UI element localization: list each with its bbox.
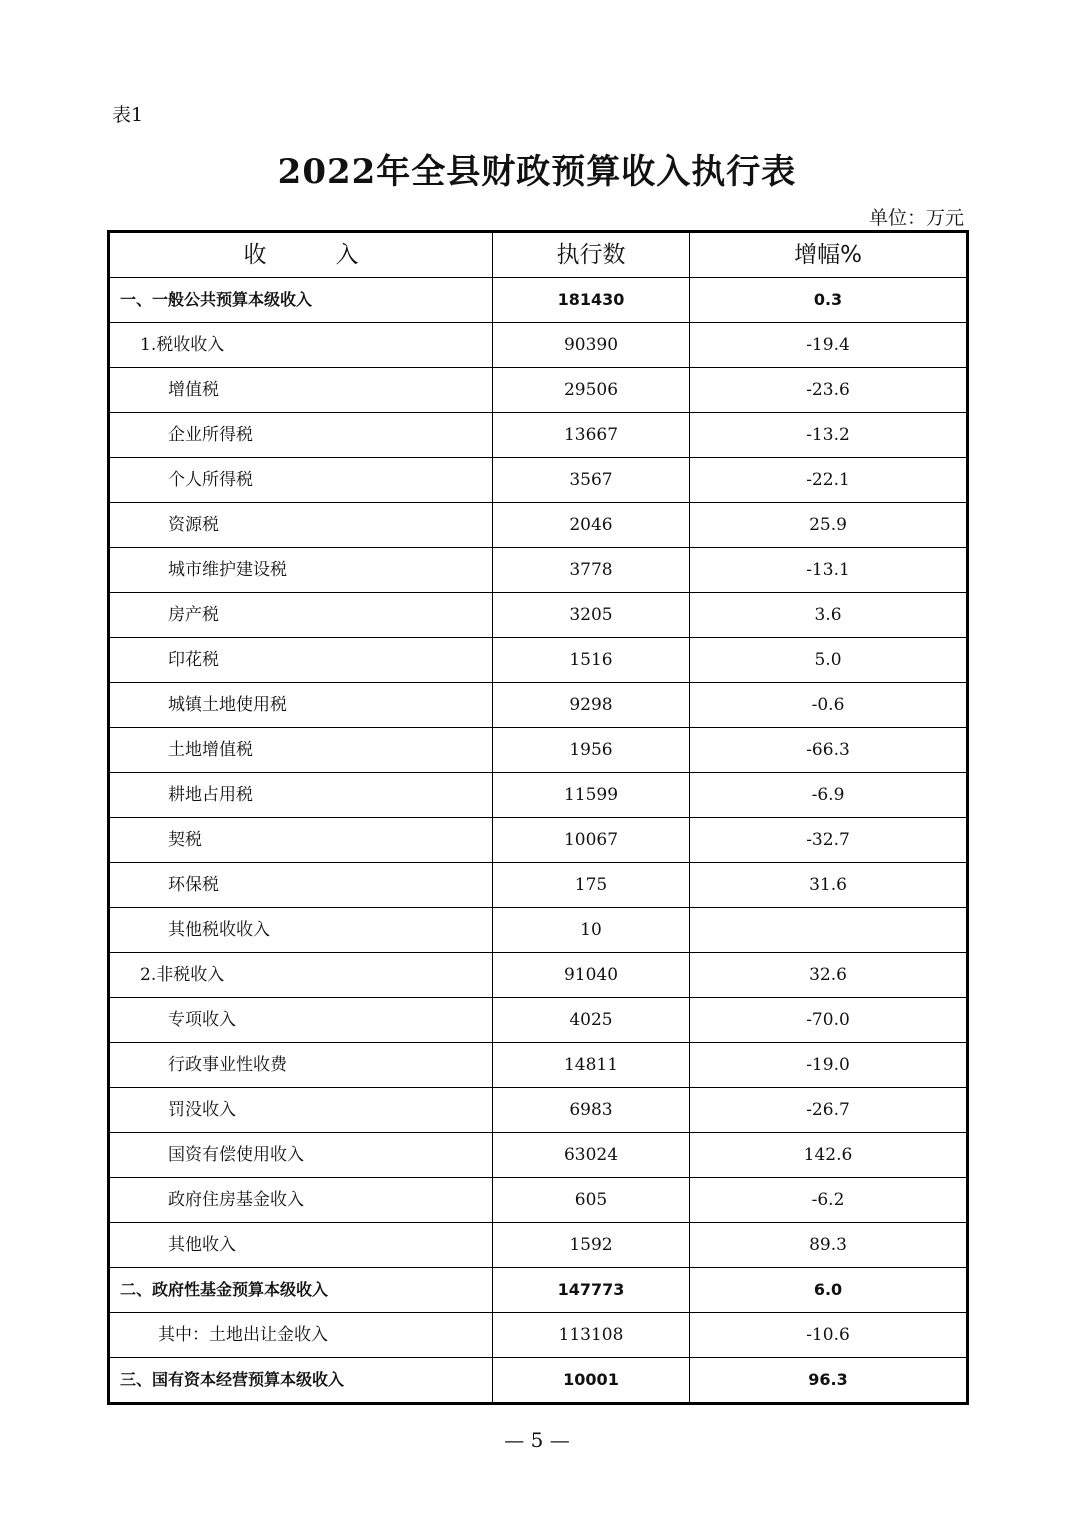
row-item-name: 个人所得税	[109, 458, 493, 503]
unit-label: 单位：万元	[868, 207, 964, 229]
table-row	[109, 548, 968, 593]
row-growth-rate: -66.3	[690, 728, 968, 773]
row-growth-rate: -32.7	[690, 818, 968, 863]
row-growth-rate: -6.2	[690, 1178, 968, 1223]
row-executed-amount: 2046	[493, 503, 690, 548]
row-growth-rate: 3.6	[690, 593, 968, 638]
row-growth-rate: -19.4	[690, 323, 968, 368]
row-executed-amount: 14811	[493, 1043, 690, 1088]
row-executed-amount: 1956	[493, 728, 690, 773]
row-growth-rate: -70.0	[690, 998, 968, 1043]
row-executed-amount: 11599	[493, 773, 690, 818]
table-row	[109, 593, 968, 638]
table-row	[109, 413, 968, 458]
row-growth-rate: -0.6	[690, 683, 968, 728]
row-item-name: 其他税收收入	[109, 908, 493, 953]
row-growth-rate: -13.2	[690, 413, 968, 458]
page-number: — 5 —	[504, 1428, 570, 1452]
row-item-name: 耕地占用税	[109, 773, 493, 818]
table-row	[109, 863, 968, 908]
row-item-name: 城市维护建设税	[109, 548, 493, 593]
table-row	[109, 683, 968, 728]
row-executed-amount: 10067	[493, 818, 690, 863]
header-growth-rate: 增幅%	[690, 232, 968, 278]
row-growth-rate: -23.6	[690, 368, 968, 413]
row-item-name: 政府住房基金收入	[109, 1178, 493, 1223]
row-item-name: 房产税	[109, 593, 493, 638]
row-executed-amount: 1592	[493, 1223, 690, 1268]
row-item-name: 罚没收入	[109, 1088, 493, 1133]
table-row	[109, 953, 968, 998]
table-row	[109, 1133, 968, 1178]
row-item-name: 印花税	[109, 638, 493, 683]
row-item-name: 资源税	[109, 503, 493, 548]
table-row	[109, 818, 968, 863]
row-executed-amount: 29506	[493, 368, 690, 413]
row-executed-amount: 605	[493, 1178, 690, 1223]
table-number-label: 表1	[112, 104, 144, 126]
row-executed-amount: 147773	[493, 1268, 690, 1313]
row-executed-amount: 181430	[493, 278, 690, 323]
header-revenue: 收 入	[109, 232, 493, 278]
table-row	[109, 773, 968, 818]
row-item-name: 企业所得税	[109, 413, 493, 458]
table-row	[109, 728, 968, 773]
row-item-name: 专项收入	[109, 998, 493, 1043]
table-header-row	[109, 232, 968, 278]
row-executed-amount: 9298	[493, 683, 690, 728]
row-executed-amount: 6983	[493, 1088, 690, 1133]
table-body	[109, 278, 968, 1404]
table-row	[109, 1223, 968, 1268]
row-executed-amount: 91040	[493, 953, 690, 998]
table-row	[109, 638, 968, 683]
row-item-name: 三、国有资本经营预算本级收入	[109, 1358, 493, 1404]
table-row	[109, 278, 968, 323]
row-executed-amount: 113108	[493, 1313, 690, 1358]
table-row	[109, 458, 968, 503]
row-item-name: 一、一般公共预算本级收入	[109, 278, 493, 323]
row-executed-amount: 3205	[493, 593, 690, 638]
row-executed-amount: 1516	[493, 638, 690, 683]
row-item-name: 其中：土地出让金收入	[109, 1313, 493, 1358]
row-item-name: 城镇土地使用税	[109, 683, 493, 728]
row-item-name: 契税	[109, 818, 493, 863]
row-executed-amount: 13667	[493, 413, 690, 458]
table-row	[109, 368, 968, 413]
row-executed-amount: 4025	[493, 998, 690, 1043]
document-title: 2022年全县财政预算收入执行表	[277, 152, 797, 192]
table-row	[109, 998, 968, 1043]
row-item-name: 1.税收收入	[109, 323, 493, 368]
table-row	[109, 1088, 968, 1133]
row-growth-rate: -26.7	[690, 1088, 968, 1133]
table-row	[109, 1178, 968, 1223]
row-growth-rate: -19.0	[690, 1043, 968, 1088]
row-item-name: 2.非税收入	[109, 953, 493, 998]
row-item-name: 其他收入	[109, 1223, 493, 1268]
row-growth-rate: 31.6	[690, 863, 968, 908]
row-executed-amount: 10001	[493, 1358, 690, 1404]
row-item-name: 二、政府性基金预算本级收入	[109, 1268, 493, 1313]
row-growth-rate	[690, 908, 968, 953]
row-growth-rate: 96.3	[690, 1358, 968, 1404]
row-growth-rate: -10.6	[690, 1313, 968, 1358]
row-item-name: 增值税	[109, 368, 493, 413]
row-executed-amount: 3567	[493, 458, 690, 503]
row-growth-rate: 6.0	[690, 1268, 968, 1313]
row-executed-amount: 10	[493, 908, 690, 953]
row-growth-rate: -13.1	[690, 548, 968, 593]
row-item-name: 国资有偿使用收入	[109, 1133, 493, 1178]
row-executed-amount: 175	[493, 863, 690, 908]
row-growth-rate: 25.9	[690, 503, 968, 548]
table-row	[109, 908, 968, 953]
row-executed-amount: 90390	[493, 323, 690, 368]
table-row	[109, 1268, 968, 1313]
row-growth-rate: 32.6	[690, 953, 968, 998]
header-executed-amount: 执行数	[493, 232, 690, 278]
row-item-name: 行政事业性收费	[109, 1043, 493, 1088]
row-item-name: 环保税	[109, 863, 493, 908]
row-executed-amount: 3778	[493, 548, 690, 593]
row-executed-amount: 63024	[493, 1133, 690, 1178]
row-growth-rate: 89.3	[690, 1223, 968, 1268]
table-row	[109, 1313, 968, 1358]
table-row	[109, 1358, 968, 1404]
row-growth-rate: -22.1	[690, 458, 968, 503]
row-growth-rate: 142.6	[690, 1133, 968, 1178]
table-row	[109, 1043, 968, 1088]
table-row	[109, 323, 968, 368]
budget-revenue-table	[107, 230, 969, 1405]
row-growth-rate: 5.0	[690, 638, 968, 683]
row-growth-rate: 0.3	[690, 278, 968, 323]
row-growth-rate: -6.9	[690, 773, 968, 818]
row-item-name: 土地增值税	[109, 728, 493, 773]
table-row	[109, 503, 968, 548]
